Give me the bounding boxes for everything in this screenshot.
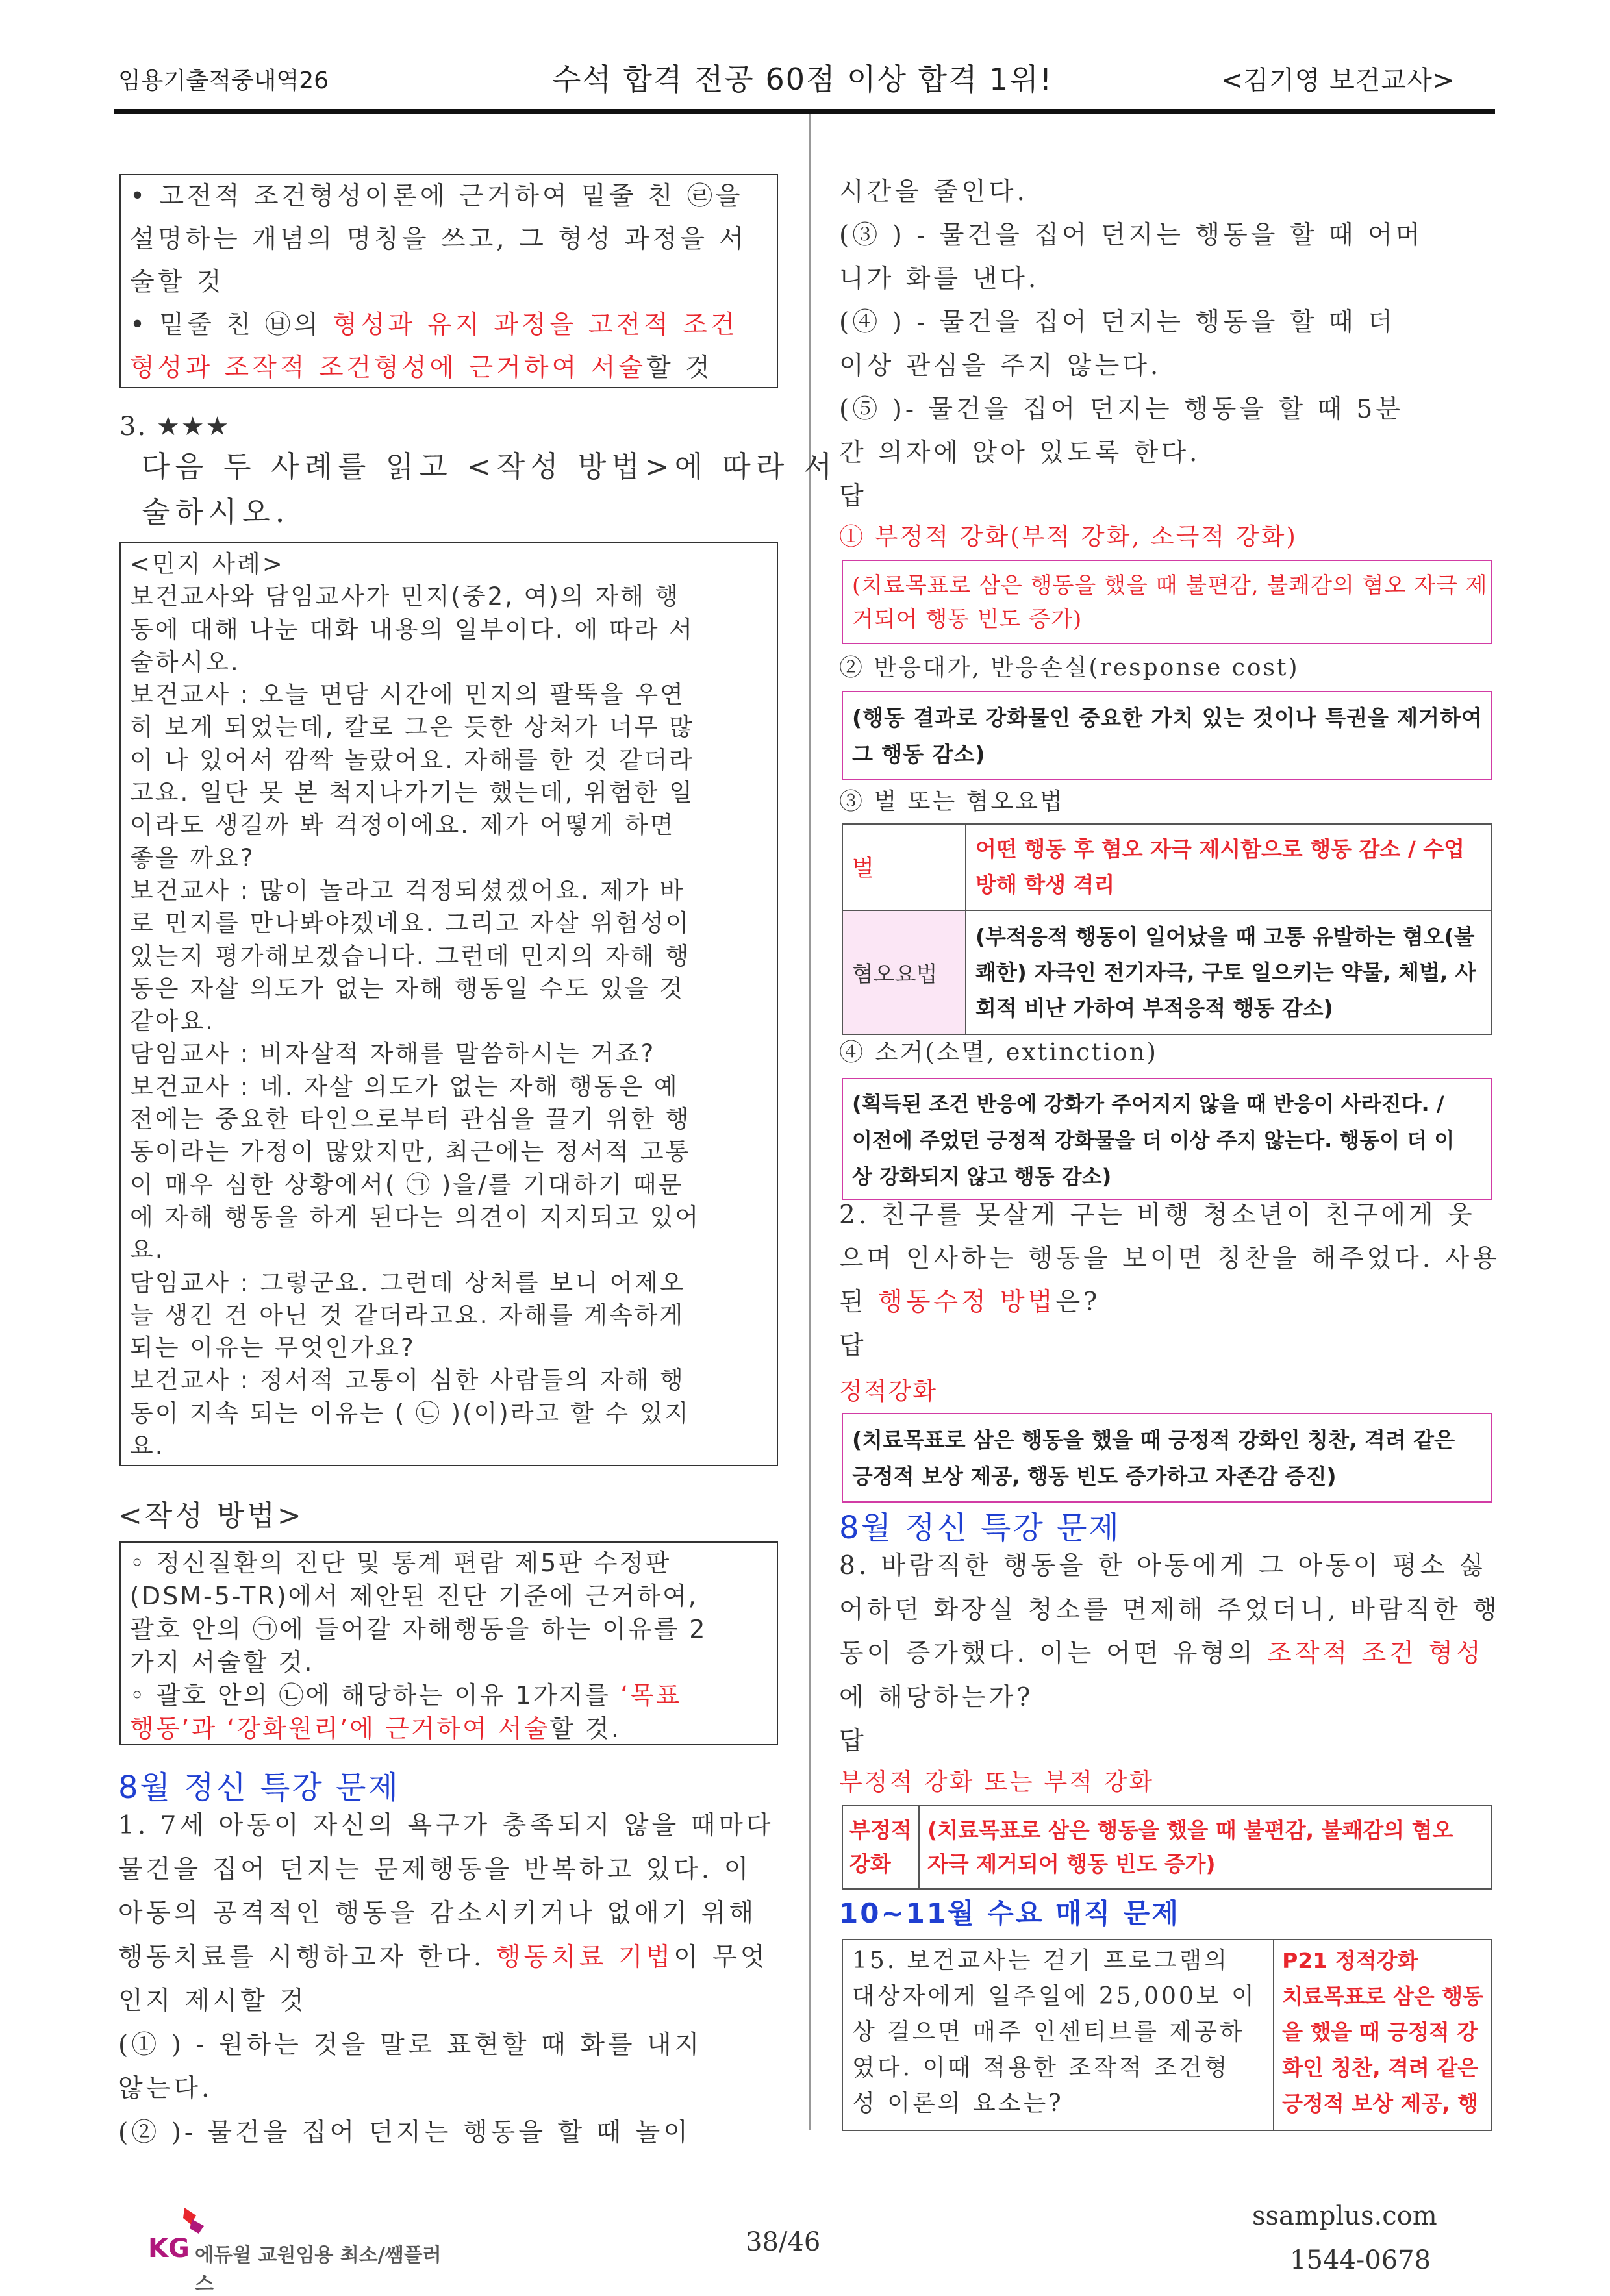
q15-text: 대상자에게 일주일에 25,000보 이 (852, 1983, 1257, 2010)
case-line: 보건교사 : 오늘 면담 시간에 민지의 팔뚝을 우연 (130, 680, 685, 709)
q1-line: 행동치료를 시행하고자 한다. (118, 1942, 496, 1972)
punishment-desc: 방해 학생 격리 (975, 872, 1115, 898)
box1-highlight: 형성과 유지 과정을 고전적 조건 (333, 310, 738, 340)
case-line: 요. (130, 1236, 165, 1264)
q15-text: 성 이론의 요소는? (852, 2090, 1064, 2117)
q8-table-desc: 자극 제거되어 행동 빈도 증가) (927, 1851, 1216, 1877)
case-line: 히 보게 되었는데, 칼로 그은 듯한 상처가 너무 많 (130, 713, 694, 742)
section-title-magic: 10~11월 수요 매직 문제 (839, 1897, 1180, 1929)
q8-table-cell (919, 1806, 1492, 1889)
q15-answer-cell (1274, 1940, 1492, 2130)
q15-text: 상 걸으면 매주 인센티브를 제공하 (852, 2019, 1245, 2045)
q1-line: (① ) - 원하는 것을 말로 표현할 때 화를 내지 (118, 2030, 703, 2060)
case-line: 이 나 있어서 깜짝 놀랐어요. 자해를 한 것 같더라 (130, 745, 694, 774)
q1-cont-line: 이상 관심을 주지 않는다. (839, 351, 1162, 381)
case-line: 에 자해 행동을 하게 된다는 의견이 지지되고 있어 (130, 1203, 701, 1231)
answer-4-desc: 상 강화되지 않고 행동 감소) (852, 1164, 1112, 1189)
q2-line: 된 (839, 1288, 879, 1317)
case-line: 이 매우 심한 상황에서( ㉠ )을/를 기대하기 때문 (130, 1170, 684, 1199)
box1-highlight: 형성과 조작적 조건형성에 근거하여 서술 (130, 353, 647, 382)
q1-cont-line: (④ ) - 물건을 집어 던지는 행동을 할 때 더 (839, 308, 1396, 337)
method-line: ◦ 괄호 안의 ㉡에 해당하는 이유 1가지를 (130, 1681, 621, 1710)
case-line: 고요. 일단 못 본 척지나가기는 했는데, 위험한 일 (130, 779, 694, 807)
q2-answer-box (842, 1413, 1492, 1503)
q1-line: (② )- 물건을 집어 던지는 행동을 할 때 놀이 (118, 2117, 691, 2147)
q8-line: 어하던 화장실 청소를 면제해 주었더니, 바람직한 행 (839, 1595, 1500, 1625)
box1-line: • 고전적 조건형성이론에 근거하여 밑줄 친 ㉣을 (130, 182, 744, 211)
table-cell (966, 824, 1492, 910)
case-line: 담임교사 : 비자살적 자해를 말씀하시는 거죠? (130, 1040, 656, 1068)
q1-line: 않는다. (118, 2074, 213, 2103)
q1-cont-line: 간 의자에 앉아 있도록 한다. (839, 438, 1201, 468)
logo-brand: KG (148, 2234, 190, 2264)
q2-line: 2. 친구를 못살게 구는 비행 청소년이 친구에게 웃 (839, 1201, 1476, 1230)
answer-label: 답 (839, 482, 867, 511)
q8-answer: 부정적 강화 또는 부적 강화 (839, 1768, 1155, 1796)
q2-highlight: 행동수정 방법 (878, 1288, 1056, 1317)
section-title-special-right: 8월 정신 특강 문제 (839, 1510, 1121, 1546)
q1-cont-line: (③ ) - 물건을 집어 던지는 행동을 할 때 어머 (839, 221, 1424, 250)
q1-line: 인지 제시할 것 (118, 1986, 307, 2015)
section-title-special: 8월 정신 특강 문제 (118, 1769, 400, 1806)
box1-line: 술할 것 (130, 268, 225, 297)
table-cell (966, 910, 1492, 1034)
q15-answer-text: P21 정적강화 (1282, 1948, 1418, 1973)
case-line: 보건교사 : 정서적 고통이 심한 사람들의 자해 행 (130, 1366, 685, 1395)
publisher-logo (148, 2204, 447, 2295)
method-title: <작성 방법> (118, 1499, 304, 1532)
case-box (119, 542, 778, 1466)
answer-1-box (842, 560, 1492, 644)
footer-url: ssamplus.com (1252, 2201, 1437, 2231)
header-left-text: 임용기출적중내역26 (118, 68, 329, 94)
q2-answer-desc: 긍정적 보상 제공, 행동 빈도 증가하고 자존감 증진) (852, 1464, 1337, 1489)
aversion-desc: 회적 비난 가하여 부적응적 행동 감소) (975, 995, 1333, 1021)
box1-line: 할 것 (646, 353, 713, 382)
table-label-aversion: 혐오요법 (842, 910, 966, 1034)
column-divider (809, 114, 811, 2130)
method-highlight: 행동’과 ‘강화원리’에 근거하여 서술 (130, 1714, 550, 1743)
instruction-box-1 (119, 174, 778, 388)
case-line: 되는 이유는 무엇인가요? (130, 1334, 416, 1362)
case-line: 동에 대해 나눈 대화 내용의 일부이다. 에 따라 서 (130, 615, 694, 643)
q8-table-label-text: 강화 (849, 1851, 891, 1877)
q8-table-desc: (치료목표로 삼은 행동을 했을 때 불편감, 불쾌감의 혐오 (927, 1817, 1453, 1843)
header-rule (114, 109, 1495, 114)
case-line: 있는지 평가해보겠습니다. 그런데 민지의 자해 행 (130, 942, 691, 970)
q1-line: 1. 7세 아동이 자신의 욕구가 충족되지 않을 때마다 (118, 1811, 774, 1840)
q1-line: 아동의 공격적인 행동을 감소시키거나 없애기 위해 (118, 1899, 757, 1928)
method-line: (DSM-5-TR)에서 제안된 진단 기준에 근거하여, (130, 1582, 698, 1610)
q15-question-cell (842, 1940, 1274, 2130)
q15-table (842, 1939, 1492, 2131)
case-line: 이라도 생길까 봐 걱정이에요. 제가 어떻게 하면 (130, 811, 675, 840)
answer-4-desc: (획득된 조건 반응에 강화가 주어지지 않을 때 반응이 사라진다. / (852, 1092, 1444, 1116)
page-number: 38/46 (746, 2227, 821, 2257)
q8-table (842, 1805, 1492, 1890)
answer-3: ③ 벌 또는 혐오요법 (839, 788, 1064, 815)
q2-line: 은? (1055, 1288, 1101, 1317)
table-row (842, 1940, 1492, 2130)
footer-phone: 1544-0678 (1290, 2245, 1431, 2275)
answer-3-table (842, 823, 1492, 1035)
case-line: 동이라는 가정이 많았지만, 최근에는 정서적 고통 (130, 1138, 691, 1166)
q1-highlight: 행동치료 기법 (496, 1942, 674, 1972)
answer-1: ① 부정적 강화(부적 강화, 소극적 강화) (839, 523, 1298, 551)
question-3-text: 다음 두 사례를 읽고 <작성 방법>에 따라 서 (142, 449, 838, 484)
q8-line: 동이 증가했다. 이는 어떤 유형의 (839, 1639, 1268, 1668)
q2-answer: 정적강화 (839, 1377, 937, 1405)
header-title: 수석 합격 전공 60점 이상 합격 1위! (552, 62, 1053, 97)
case-line: 보건교사 : 네. 자살 의도가 없는 자해 행동은 예 (130, 1072, 679, 1101)
q8-line: 8. 바람직한 행동을 한 아동에게 그 아동이 평소 싫 (839, 1551, 1487, 1580)
aversion-desc: 쾌한) 자극인 전기자극, 구토 일으키는 약물, 체벌, 사 (975, 959, 1476, 985)
table-row (842, 910, 1492, 1034)
box1-line: • 밑줄 친 ㉥의 (130, 310, 333, 340)
answer-1-desc: (치료목표로 삼은 행동을 했을 때 불편감, 불쾌감의 혐오 자극 제 (852, 573, 1488, 599)
q15-answer-text: 화인 칭찬, 격려 같은 (1282, 2055, 1479, 2080)
case-line: 요. (130, 1432, 165, 1460)
case-line: 담임교사 : 그렇군요. 그런데 상처를 보니 어제오 (130, 1268, 685, 1297)
q15-text: 15. 보건교사는 걷기 프로그램의 (852, 1947, 1229, 1974)
case-line: 같아요. (130, 1007, 215, 1036)
question-3-number: 3. ★★★ (119, 412, 231, 442)
answer-1-desc: 거되어 행동 빈도 증가) (852, 606, 1083, 632)
method-highlight: ‘목표 (620, 1681, 682, 1710)
logo-text: 에듀윌 교원임용 최소/쌤플러스 (195, 2244, 442, 2295)
case-line: <민지 사례> (130, 550, 284, 578)
answer-2-desc: (행동 결과로 강화물인 중요한 가치 있는 것이나 특권을 제거하여 (852, 705, 1483, 730)
answer-4-box (842, 1078, 1492, 1200)
case-line: 동은 자살 의도가 없는 자해 행동일 수도 있을 것 (130, 974, 685, 1003)
q1-line: 이 무엇 (673, 1942, 768, 1972)
answer-4-desc: 이전에 주었던 긍정적 강화물을 더 이상 주지 않는다. 행동이 더 이 (852, 1128, 1455, 1153)
method-line: 할 것. (549, 1714, 621, 1743)
answer-label: 답 (839, 1727, 867, 1756)
method-box (119, 1541, 778, 1745)
case-line: 늘 생긴 건 아닌 것 같더라고요. 자해를 계속하게 (130, 1301, 685, 1329)
table-row (842, 1806, 1492, 1889)
q15-text: 였다. 이때 적용한 조작적 조건형 (852, 2054, 1230, 2081)
case-line: 동이 지속 되는 이유는 ( ㉡ )(이)라고 할 수 있지 (130, 1399, 690, 1427)
method-line: 가지 서술할 것. (130, 1648, 314, 1677)
q8-highlight: 조작적 조건 형성 (1267, 1639, 1484, 1668)
q2-line: 으며 인사하는 행동을 보이면 칭찬을 해주었다. 사용 (839, 1244, 1500, 1273)
q8-table-label (842, 1806, 919, 1889)
case-line: 보건교사 : 많이 놀라고 걱정되셨겠어요. 제가 바 (130, 876, 685, 905)
table-row (842, 824, 1492, 910)
question-3-text: 술하시오. (142, 495, 290, 529)
answer-2: ② 반응대가, 반응손실(response cost) (839, 655, 1300, 681)
case-line: 로 민지를 만나봐야겠네요. 그리고 자살 위험성이 (130, 909, 691, 938)
box1-line: 설명하는 개념의 명칭을 쓰고, 그 형성 과정을 서 (130, 225, 747, 254)
q15-answer-text: 긍정적 보상 제공, 행 (1282, 2091, 1479, 2116)
answer-label: 답 (839, 1331, 867, 1360)
q1-cont-line: 시간을 줄인다. (839, 177, 1028, 206)
case-line: 좋을 까요? (130, 843, 255, 872)
answer-4: ④ 소거(소멸, extinction) (839, 1038, 1158, 1066)
method-line: 괄호 안의 ㉠에 들어갈 자해행동을 하는 이유를 2 (130, 1615, 707, 1643)
answer-2-desc: 그 행동 감소) (852, 742, 986, 767)
case-line: 전에는 중요한 타인으로부터 관심을 끌기 위한 행 (130, 1105, 691, 1134)
q15-answer-text: 치료목표로 삼은 행동 (1282, 1984, 1483, 2009)
aversion-desc: (부적응적 행동이 일어났을 때 고통 유발하는 혐오(불 (975, 923, 1475, 949)
header-right-text: <김기영 보건교사> (1221, 66, 1455, 95)
q1-line: 물건을 집어 던지는 문제행동을 반복하고 있다. 이 (118, 1854, 752, 1884)
case-line: 보건교사와 담임교사가 민지(중2, 여)의 자해 행 (130, 582, 681, 611)
method-line: ◦ 정신질환의 진단 및 통계 편람 제5판 수정판 (130, 1549, 672, 1577)
punishment-desc: 어떤 행동 후 혐오 자극 제시함으로 행동 감소 / 수업 (975, 836, 1465, 862)
q1-cont-line: (⑤ )- 물건을 집어 던지는 행동을 할 때 5분 (839, 395, 1404, 424)
q2-answer-desc: (치료목표로 삼은 행동을 했을 때 긍정적 강화인 칭찬, 격려 같은 (852, 1427, 1455, 1453)
q1-cont-line: 니가 화를 낸다. (839, 264, 1040, 293)
q8-table-label-text: 부정적 (849, 1817, 912, 1843)
answer-2-box (842, 691, 1492, 780)
q15-answer-text: 을 했을 때 긍정적 강 (1282, 2019, 1478, 2045)
case-line: 술하시오. (130, 647, 240, 676)
table-label-punishment: 벌 (842, 824, 966, 910)
q8-line: 에 해당하는가? (839, 1682, 1034, 1712)
